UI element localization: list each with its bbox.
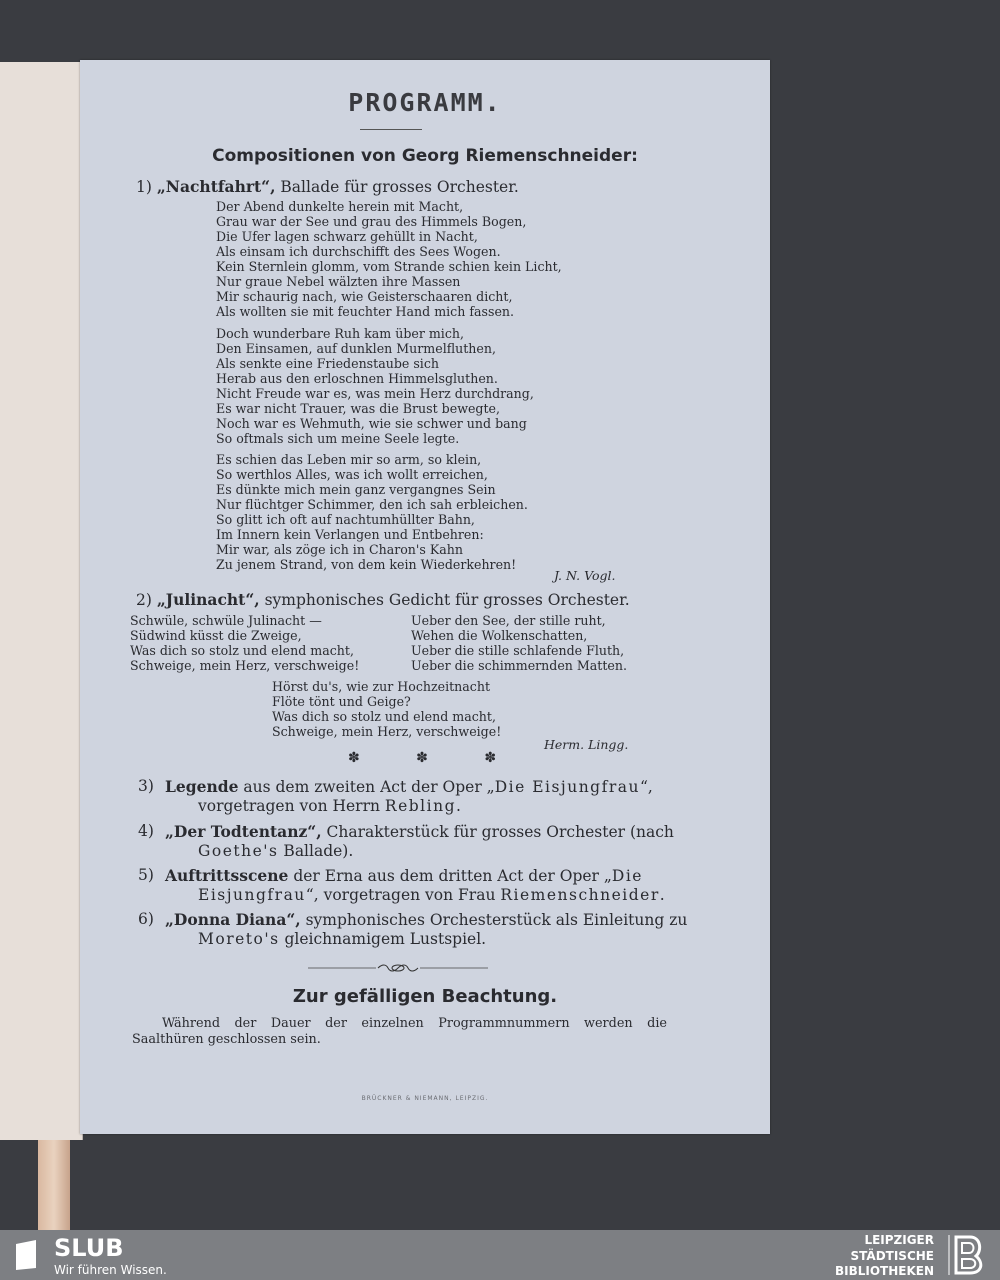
verse-author: J. N. Vogl. bbox=[554, 568, 616, 583]
item-title: Legende bbox=[165, 777, 239, 796]
item-text-spaced: Moreto's bbox=[198, 930, 280, 948]
item-text-spaced: Rebling bbox=[384, 797, 456, 815]
section-heading: Compositionen von Georg Riemenschneider: bbox=[212, 146, 638, 166]
printer-imprint: BRÜCKNER & NIEMANN, LEIPZIG. bbox=[361, 1095, 489, 1102]
item-text-spaced: Die Eisjungfrau bbox=[494, 778, 640, 796]
item-title: „Der Todtentanz“, bbox=[165, 822, 322, 841]
item-title: „Donna Diana“, bbox=[165, 910, 301, 929]
verse-stanza-2: Doch wunderbare Ruh kam über mich, Den Einsamen, auf dunklen Murmelfluthen, Als senkte eine Friedenstaube sich Herab aus den erloschnen Himmelsgluthen. Nicht Freude war es, was mein Herz durchdrang, Es war nicht Trauer, was die Brust bewegte, Noch war es Wehmuth, wie sie schwer und bang So oftmals sich um meine Seele legte. bbox=[216, 326, 534, 446]
item-text-spaced: Riemenschneider bbox=[500, 886, 660, 904]
slub-logo-icon[interactable] bbox=[14, 1238, 38, 1272]
verse-column-right: Ueber den See, der stille ruht, Wehen die Wolkenschatten, Ueber die stille schlafende Fluth, Ueber die schimmernden Matten. bbox=[411, 613, 627, 673]
slub-name[interactable]: SLUB bbox=[54, 1234, 124, 1262]
item-text: . bbox=[456, 797, 461, 815]
item-number: 5) bbox=[138, 866, 154, 884]
item-text-spaced: Die Eisjungfrau bbox=[198, 867, 643, 904]
verse-stanza-3: Es schien das Leben mir so arm, so klein, So werthlos Alles, was ich wollt erreichen, Es dünkte mich mein ganz vergangnes Sein Nur flüchtger Schimmer, den ich sah erbleichen. So glitt ich oft auf nachtumhüllter Bahn, Im Innern kein Verlangen und Entbehren: Mir war, als zöge ich in Charon's Kahn Zu jenem Strand, von dem kein Wiederkehren! bbox=[216, 452, 528, 572]
lsb-name-line: LEIPZIGER bbox=[864, 1233, 934, 1247]
page-title: PROGRAMM. bbox=[348, 88, 502, 117]
item-number: 1) bbox=[136, 178, 152, 196]
lsb-name-line: BIBLIOTHEKEN bbox=[834, 1264, 934, 1278]
item-text: . bbox=[659, 886, 665, 904]
lsb-name-line: STÄDTISCHE bbox=[850, 1248, 934, 1263]
lsb-logo-icon[interactable] bbox=[948, 1233, 988, 1277]
item-text: Charakterstück für grosses Orchester (nach bbox=[321, 823, 674, 841]
asterism-divider: ✽ ✽ ✽ bbox=[348, 750, 523, 766]
notice-heading: Zur gefälligen Beachtung. bbox=[292, 986, 558, 1007]
book-cover-edge bbox=[0, 62, 83, 1140]
item-title: Auftrittsscene bbox=[165, 866, 289, 885]
item-title: „Julinacht“, bbox=[156, 590, 260, 609]
item-title: „Nachtfahrt“, bbox=[156, 177, 276, 196]
item-text: Ballade). bbox=[278, 842, 354, 860]
item-description: Ballade für grosses Orchester. bbox=[280, 178, 519, 196]
lsb-name[interactable] bbox=[835, 1233, 934, 1280]
program-item-2 bbox=[136, 590, 630, 609]
verse-author: Herm. Lingg. bbox=[544, 737, 629, 752]
verse-column-left: Schwüle, schwüle Julinacht — Südwind küsst die Zweige, Was dich so stolz und elend macht, Schweige, mein Herz, verschweige! bbox=[130, 613, 360, 673]
ornament-divider bbox=[308, 963, 488, 973]
book-spine-strip bbox=[38, 1140, 70, 1230]
verse-center-stanza: Hörst du's, wie zur Hochzeitnacht Flöte tönt und Geige? Was dich so stolz und elend macht, Schweige, mein Herz, verschweige! bbox=[272, 679, 502, 739]
item-number: 2) bbox=[136, 591, 152, 609]
item-text: gleichnamigem Lustspiel. bbox=[279, 930, 487, 948]
item-number: 6) bbox=[138, 910, 154, 928]
item-text: “, vorgetragen von Frau bbox=[305, 886, 501, 904]
item-text: aus dem zweiten Act der Oper „ bbox=[238, 778, 495, 796]
verse-stanza-1: Der Abend dunkelte herein mit Macht, Grau war der See und grau des Himmels Bogen, Die Ufer lagen schwarz gehüllt in Nacht, Als einsam ich durchschifft des Sees Wogen. Kein Sternlein glomm, vom Strande schien kein Licht, Nur graue Nebel wälzten ihre Massen Mir schaurig nach, wie Geisterschaaren dicht, Als wollten sie mit feuchter Hand mich fassen. bbox=[216, 199, 562, 319]
item-text: “, vorgetragen von Herrn bbox=[198, 778, 653, 815]
document-page bbox=[80, 60, 770, 1134]
item-text: symphonisches Orchesterstück als Einleitung zu bbox=[300, 911, 688, 929]
item-text: der Erna aus dem dritten Act der Oper „ bbox=[288, 867, 612, 885]
item-number: 3) bbox=[138, 777, 154, 795]
item-text-spaced: Goethe's bbox=[198, 842, 279, 860]
notice-body: Während der Dauer der einzelnen Programmnummern werden die Saalthüren geschlossen sein. bbox=[132, 1016, 667, 1047]
viewer-footer bbox=[0, 1230, 1000, 1280]
item-description: symphonisches Gedicht für grosses Orchester. bbox=[264, 591, 630, 609]
slub-tagline: Wir führen Wissen. bbox=[54, 1263, 167, 1277]
title-rule bbox=[360, 129, 422, 130]
item-number: 4) bbox=[138, 822, 154, 840]
program-item-1 bbox=[136, 177, 519, 196]
